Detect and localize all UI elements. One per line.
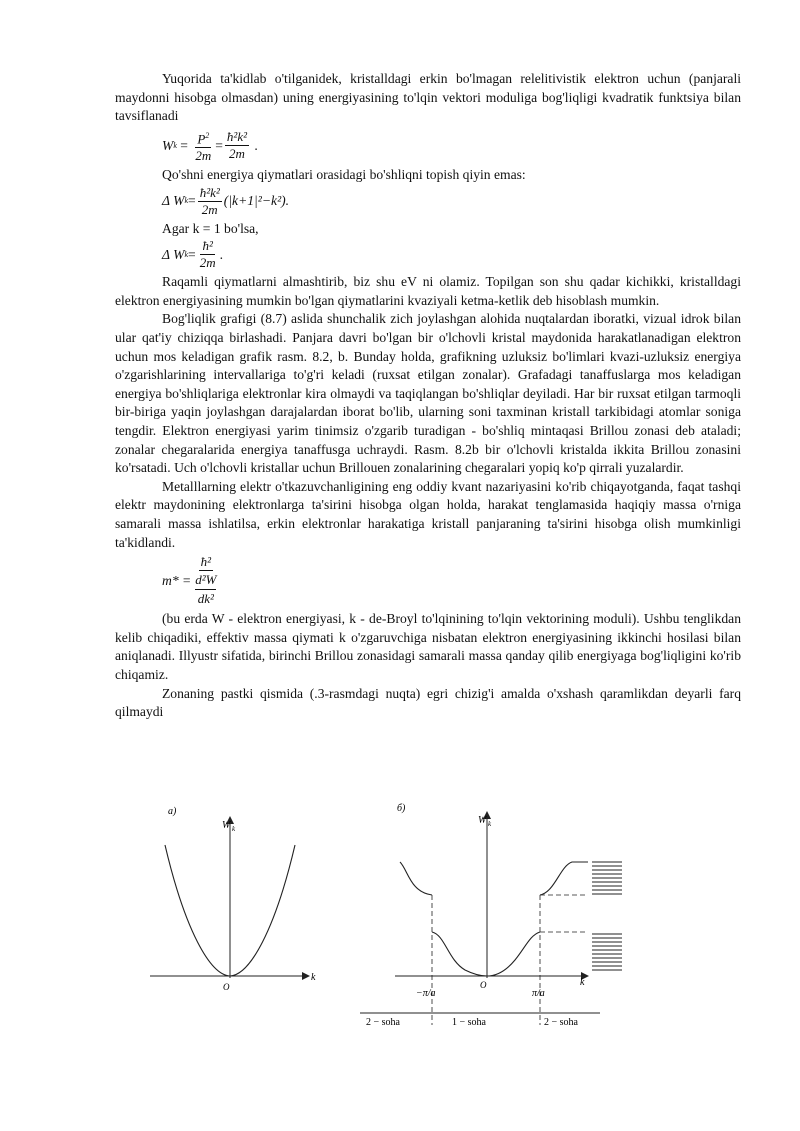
figure-b-levels-lower <box>592 934 622 970</box>
formula-lhs-sub: k <box>173 140 177 150</box>
fraction-delta: $\frac{\text{ħ²k²}}{2m}$ <box>199 184 220 217</box>
figure-b-band-2-left <box>400 862 432 895</box>
formula-effective-mass: m* = ħ² d²W dk² <box>162 554 217 607</box>
figure-b-x-label: k <box>580 977 585 988</box>
fraction-p-squared: $\frac{P^2}{2m}$ <box>193 128 213 164</box>
figure-b-tick-neg-pi-a: −π/a <box>416 988 436 999</box>
paragraph-zone-bottom: Zonaning pastki qismida (.3-rasmdagi nuqta) egri chizig'i amalda o'xshash qaramlikdan deyarli farq qilmaydi <box>115 685 741 720</box>
figure-b-origin: O <box>480 980 487 990</box>
fraction-hbar-2m: $\frac{\text{ħ²}}{2m}$ <box>199 238 216 271</box>
formula-delta-energy: Δ W k = $\frac{\text{ħ²k²}}{2m}$ (|k+1|²−k²). <box>162 184 290 217</box>
figure-a-origin: O <box>223 982 230 992</box>
figure-a-y-label: W <box>222 820 231 831</box>
paragraph-gap: Qo'shni energiya qiymatlari orasidagi bo'shliqni topish qiyin emas: <box>162 167 526 183</box>
paragraph-numeric: Raqamli qiymatlarni almashtirib, biz shu eV ni olamiz. Topilgan son shu qadar kichikki, kristalldagi elektron energiyasining mumkin bo'lgan qiymatlarini kvaziyali ketma-ketlik deb hisoblash mumkin. <box>115 274 741 308</box>
figure-b-y-label: W <box>478 815 487 826</box>
figure-b-label: б) <box>397 803 406 814</box>
paragraph-explanation: (bu erda W - elektron energiyasi, k - de-Broyl to'lqinining to'lqin vektorining moduli). Ushbu tenglikdan kelib chiqadiki, effektiv massa qiymati k o'zgaruvchiga nisbatan elektron energiyasining ikkinchi hosilasi bilan aniqlanadi. Illyustr sifatida, birinchi Brillou zonasidagi samarali massa qanday qilib energiyaga bog'liqligini ko'rib chiqamiz. <box>115 611 741 682</box>
figure-a-label: a) <box>168 806 177 817</box>
zone-label-right: 2 − soha <box>544 1017 578 1028</box>
fraction-mass: ħ² d²W dk² <box>195 554 217 607</box>
formula-lhs: W <box>162 137 174 153</box>
fraction-hbar-k: $\frac{\text{ħ²k²}}{2m}$ <box>226 129 247 162</box>
paragraph-if-k: Agar k = 1 bo'lsa, <box>162 220 259 236</box>
figure-b-tick-pi-a: π/a <box>532 988 545 999</box>
zone-label-middle: 1 − soha <box>452 1017 486 1028</box>
figure-b-levels-upper <box>592 862 622 894</box>
paragraph-graph: Bog'liqlik grafigi (8.7) aslida shunchalik zich joylashgan alohida nuqtalardan iboratki, vizual idrok bilan ular qat'iy chiziqqa birlashadi. Panjara davri bo'lgan bir o'lchovli kristal maydonida harakatlanadigan elektron uchun mos keladigan grafik rasm. 8.2, b. Bunday holda, grafikning uzluksiz bo'limlari kvazi-uzluksiz energiya o'zgarishlarining intervallariga to'g'ri keladi (ruxsat etilgan zonalar). Grafadagi tanaffuslarga mos keladigan energiya bo'shliqlariga elektronlar kira olmaydi va taqiqlangan bo'shliqlar deyiladi. Har bir ruxsat etilgan tarmoqli bir-biriga yaqin joylashgan darajalardan iborat bo'lib, ularning soni taxminan kristall tarkibidagi atomlar soniga tengdir. Elektron energiyasi yarim tinimsiz o'zgarib turadigan - bo'shliq mintaqasi Brillou zonasi deb ataladi; zonalar chegaralarida energiya tanaffusga uchraydi. Rasm. 8.2b bir o'lchovli kristalda ikkita Brillou zonasini ko'rsatadi. Uch o'lchovli kristallar uchun Brillouen zonalarining chegaralari yopiq ko'p qirrali yuzalardir. <box>115 311 741 476</box>
paragraph-metals: Metalllarning elektr o'tkazuvchanligining eng oddiy kvant nazariyasini ko'rib chiqayotganda, faqat tashqi elektr maydonining elektronlarga ta'sirini hisobga olgan holda, harakat tenglamasida haqiqiy massa o'rniga samarali massa ishlatilsa, erkin elektronlar harakatiga kristall panjaraning ta'sirini hisobga olish mumkinligi ta'kidlandi. <box>115 478 741 550</box>
zone-label-left: 2 − soha <box>366 1017 400 1028</box>
svg-text:k: k <box>488 820 492 828</box>
figure-b-band-1 <box>432 932 540 976</box>
formula-energy: W k = $\frac{P^2}{2m}$ = $\frac{\text{ħ²k²}}{2m}$ . <box>162 129 258 164</box>
svg-text:k: k <box>232 825 236 833</box>
paragraph-intro: Yuqorida ta'kidlab o'tilganidek, kristalldagi erkin bo'lmagan relelitivistik elektron uchun (panjarali maydonni hisobga olmasdan) uning energiyasining to'lqin vektori moduliga bog'liqligi kvadratik funktsiya bilan tavsiflanadi <box>115 71 741 124</box>
figure-a-x-label: k <box>311 972 316 983</box>
formula-delta-k1: Δ W k = $\frac{\text{ħ²}}{2m}$ . <box>162 238 223 271</box>
figure-b-band-2-right <box>540 862 588 895</box>
